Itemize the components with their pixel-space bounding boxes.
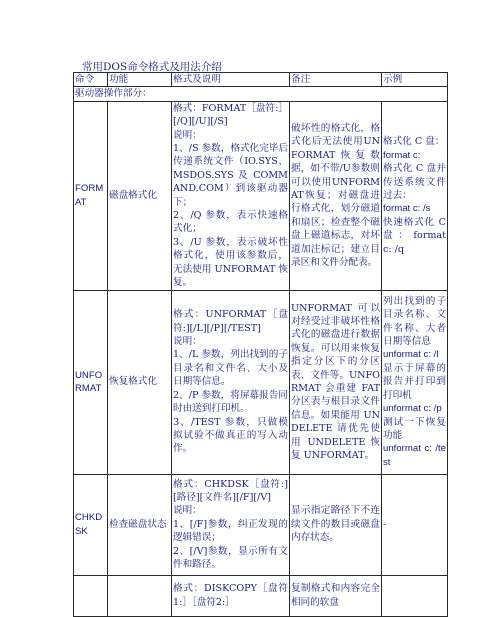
example-cell <box>382 575 448 616</box>
note-cell: 破坏性的格式化，格式化后无法使用UNFORMAT恢复数据，如不带/U参数则可以使用UNFORMAT恢复；对磁盘进行格式化，划分磁道和扇区；检查整个磁盘上磁道标志，对坏道加注标记；建立目录区和文件分配表。 <box>290 101 382 290</box>
description-line: 说明： <box>173 505 202 517</box>
description-line: 2、[/V]参数，显示所有文件和路径。 <box>173 545 288 571</box>
description-line: 说明： <box>173 129 202 141</box>
table-row <box>74 101 448 290</box>
description-line: 2、/P 参数，将屏幕报告同时由送到打印机。 <box>173 389 288 415</box>
header-example: 示例 <box>382 73 448 87</box>
description-line: 格式：DISKCOPY［盘符1:］［盘符2:］ <box>173 583 288 608</box>
description-line: 2、/Q 参数，表示快速格式化； <box>173 210 288 235</box>
example-line: 格式化 C 盘： <box>383 136 445 148</box>
header-note: 备注 <box>290 73 382 87</box>
example-line: 测试一下恢复功能 <box>383 416 446 441</box>
example-line: format c: /s <box>383 203 431 215</box>
description-line: 3、/U 参数，表示破坏性格式化，使用该参数后，无法使用 UNFORMAT 恢复。 <box>173 236 288 289</box>
table-row <box>74 290 448 474</box>
example-line: 格式化 C 盘并传送系统文件过去： <box>383 163 446 201</box>
description-line: 1、/S 参数，格式化完毕后传递系统文件（IO.SYS、MSDOS.SYS 及 COMMAND.COM）到该驱动器下； <box>173 143 288 208</box>
example-line: unformat c: /test <box>383 443 446 468</box>
command-cell: UNFORMAT <box>74 290 108 474</box>
function-cell: 磁盘格式化 <box>108 101 172 290</box>
header-function: 功能 <box>108 73 172 87</box>
description-line: 1、[/F]参数，纠正发现的逻辑错误； <box>173 518 288 544</box>
example-cell <box>382 290 448 474</box>
description-line: 格式：UNFORMAT［盘符:][/L][/P][/TEST] <box>173 309 288 334</box>
table-header-row <box>74 73 448 87</box>
example-cell: - <box>382 474 448 575</box>
description-line: 1、/L 参数，列出找到的子目录名和文件名、大小及日期等信息。 <box>173 349 288 388</box>
function-cell: 检查磁盘状态 <box>108 474 172 575</box>
section-row <box>74 87 448 101</box>
description-line: 格式：FORMAT［盘符:］[/Q][/U][/S] <box>173 102 288 128</box>
description-line: 3、/TEST 参数，只做模拟试验不做真正的写入动作。 <box>173 416 288 455</box>
description-cell <box>172 290 290 474</box>
description-cell <box>172 474 290 575</box>
command-table <box>73 72 448 617</box>
description-line: 说明： <box>173 336 202 348</box>
command-cell <box>74 575 108 616</box>
example-line: 列出找到的子目录名称、文件名称、大者日期等信息 <box>383 295 446 348</box>
command-cell: CHKDSK <box>74 474 108 575</box>
function-cell: 恢复格式化 <box>108 290 172 474</box>
example-line: unformat c: /p <box>383 403 442 415</box>
table-row <box>74 474 448 575</box>
example-line: 快速格式化 C 盘：format c: /q <box>383 216 446 255</box>
description-cell <box>172 575 290 616</box>
note-cell: 显示指定路径下不连续文件的数目或磁盘内存状态。 <box>290 474 382 575</box>
example-cell <box>382 101 448 290</box>
header-format: 格式及说明 <box>172 73 290 87</box>
description-line: 格式：CHKDSK［盘符:][路径][文件名][/F][/V] <box>173 478 288 503</box>
description-cell <box>172 101 290 290</box>
command-cell: FORMAT <box>74 101 108 290</box>
note-cell: UNFORMAT 可以对经受过非破坏性格式化的磁盘进行数据恢复。可以用来恢复指定分区下的分区表、文件等。UNFORMAT 会重建 FAT 分区表与根目录文件信息。如果能用 UNDELETE 请优先使用 UNDELETE 恢复 UNFORMAT。 <box>290 290 382 474</box>
example-line: 显示于屏幕的报告并打印到打印机 <box>383 362 446 401</box>
table-row <box>74 575 448 616</box>
page-title: 常用DOS命令格式及用法介绍 <box>82 61 222 73</box>
section-title: 驱动器操作部分： <box>74 87 448 101</box>
example-line: unformat c: /l <box>383 349 439 361</box>
header-command: 命令 <box>74 73 108 87</box>
function-cell <box>108 575 172 616</box>
note-cell: 复制格式和内容完全相同的软盘 <box>290 575 382 616</box>
example-line: format c: <box>383 149 421 161</box>
